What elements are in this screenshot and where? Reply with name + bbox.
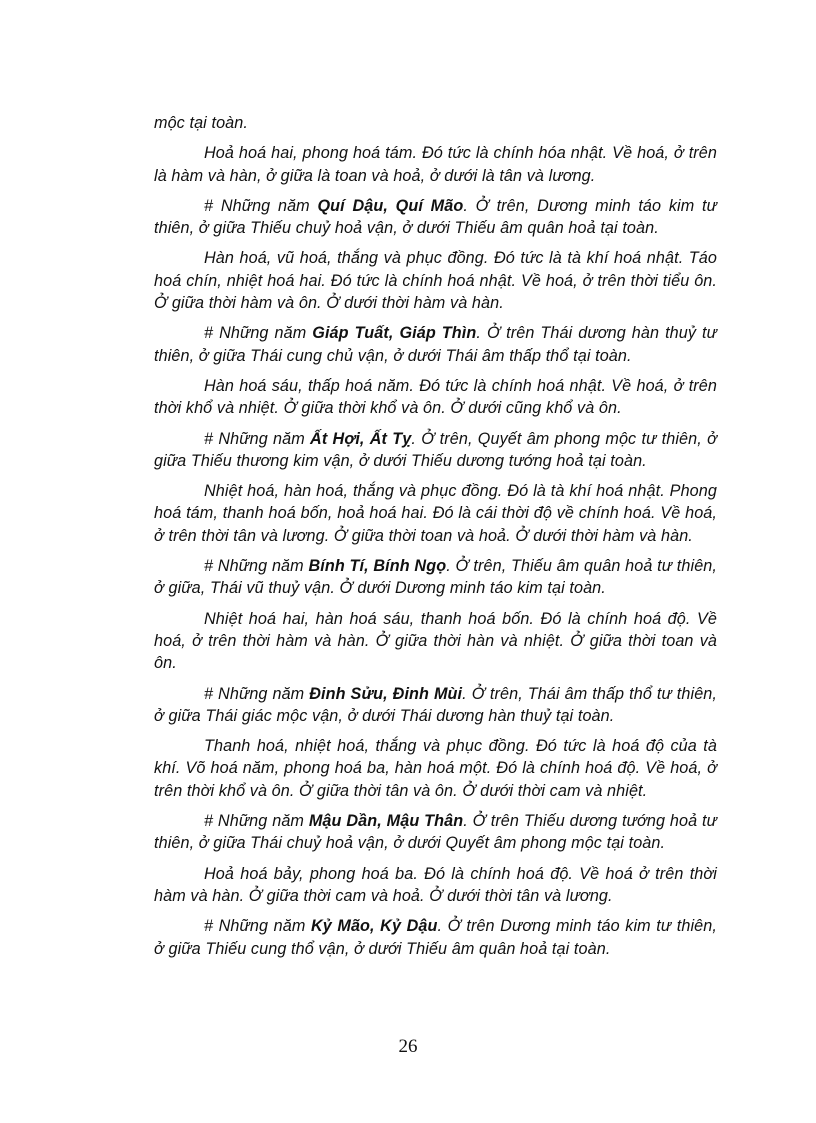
- paragraph: Thanh hoá, nhiệt hoá, thắng và phục đồng. Đó tức là hoá độ của tà khí. Võ hoá năm, phong hoá ba, hàn hoá một. Đó là chính hoá độ. Về hoá, ở trên thời khổ và ôn. Ở giữa thời tân và ôn. Ở dưới thời cam và nhiệt.: [154, 737, 717, 800]
- paragraph: Nhiệt hoá hai, hàn hoá sáu, thanh hoá bốn. Đó là chính hoá độ. Về hoá, ở trên thời hàm và hàn. Ở giữa thời hàn và nhiệt. Ở giữa thời toan và ôn.: [154, 609, 717, 673]
- paragraph: Hoả hoá bảy, phong hoá ba. Đó là chính hoá độ. Về hoá ở trên thời hàm và hàn. Ở giữa thời cam và hoả. Ở dưới thời tân và lương.: [154, 864, 717, 905]
- paragraph: mộc tại toàn.: [154, 114, 248, 132]
- year-names: Quí Dậu, Quí Mão: [317, 196, 464, 215]
- page-body: [154, 112, 717, 968]
- paragraph-heading: # Những năm Giáp Tuất, Giáp Thìn. Ở trên Thái dương hàn thuỷ tư thiên, ở giữa Thái cung chủ vận, ở dưới Thái âm thấp thổ tại toàn.: [154, 324, 717, 365]
- paragraph-heading: # Những năm Quí Dậu, Quí Mão. Ở trên, Dương minh táo kim tư thiên, ở giữa Thiếu chuỷ hoả vận, ở dưới Thiếu âm quân hoả tại toàn.: [154, 196, 717, 238]
- year-names: Kỷ Mão, Kỷ Dậu: [310, 917, 438, 936]
- paragraph: Hàn hoá, vũ hoá, thắng và phục đồng. Đó tức là tà khí hoá nhật. Táo hoá chín, nhiệt hoá hai. Đó tức là chính hoá nhật. Về hoá, ở trên thời tiểu ôn. Ở giữa thời hàm và ôn. Ở dưới thời hàm và hàn.: [154, 249, 717, 313]
- paragraph-heading: # Những năm Kỷ Mão, Kỷ Dậu. Ở trên Dương minh táo kim tư thiên, ở giữa Thiếu cung thổ vận, ở dưới Thiếu âm quân hoả tại toàn.: [154, 917, 717, 958]
- page-number: 26: [398, 1036, 418, 1057]
- paragraph-heading: # Những năm Bính Tí, Bính Ngọ. Ở trên, Thiếu âm quân hoả tư thiên, ở giữa, Thái vũ thuỷ vận. Ở dưới Dương minh táo kim tại toàn.: [154, 557, 717, 598]
- paragraph-heading: # Những năm Đinh Sửu, Đinh Mùi. Ở trên, Thái âm thấp thổ tư thiên, ở giữa Thái giác mộc vận, ở dưới Thái dương hàn thuỷ tại toàn.: [154, 684, 717, 725]
- paragraph: Hoả hoá hai, phong hoá tám. Đó tức là chính hóa nhật. Về hoá, ở trên là hàm và hàn, ở giữa là toan và hoả, ở dưới là tân và lương.: [154, 144, 717, 185]
- year-names: Đinh Sửu, Đinh Mùi: [309, 684, 463, 703]
- paragraph: Hàn hoá sáu, thấp hoá năm. Đó tức là chính hoá nhật. Về hoá, ở trên thời khổ và nhiệt. Ở giữa thời khổ và ôn. Ở dưới cũng khổ và ôn.: [154, 376, 717, 418]
- year-names: Giáp Tuất, Giáp Thìn: [312, 324, 477, 343]
- year-names: Bính Tí, Bính Ngọ: [308, 557, 447, 576]
- year-names: Mậu Dần, Mậu Thân: [308, 812, 464, 831]
- paragraph: Nhiệt hoá, hàn hoá, thắng và phục đồng. Đó là tà khí hoá nhật. Phong hoá tám, thanh hoá bốn, hoả hoá hai. Đó là cái thời độ về chính hoá. Về hoá, ở trên thời tân và lương. Ở giữa thời toan và hoả. Ở dưới thời hàm và hàn.: [154, 482, 717, 545]
- paragraph-heading: # Những năm Ất Hợi, Ất Tỵ. Ở trên, Quyết âm phong mộc tư thiên, ở giữa Thiếu thương kim vận, ở dưới Thiếu dương tướng hoả tại toàn.: [154, 429, 717, 470]
- paragraph-heading: # Những năm Mậu Dần, Mậu Thân. Ở trên Thiếu dương tướng hoả tư thiên, ở giữa Thái chuỷ hoả vận, ở dưới Quyết âm phong mộc tại toàn.: [154, 812, 718, 853]
- year-names: Ất Hợi, Ất Tỵ: [310, 429, 412, 448]
